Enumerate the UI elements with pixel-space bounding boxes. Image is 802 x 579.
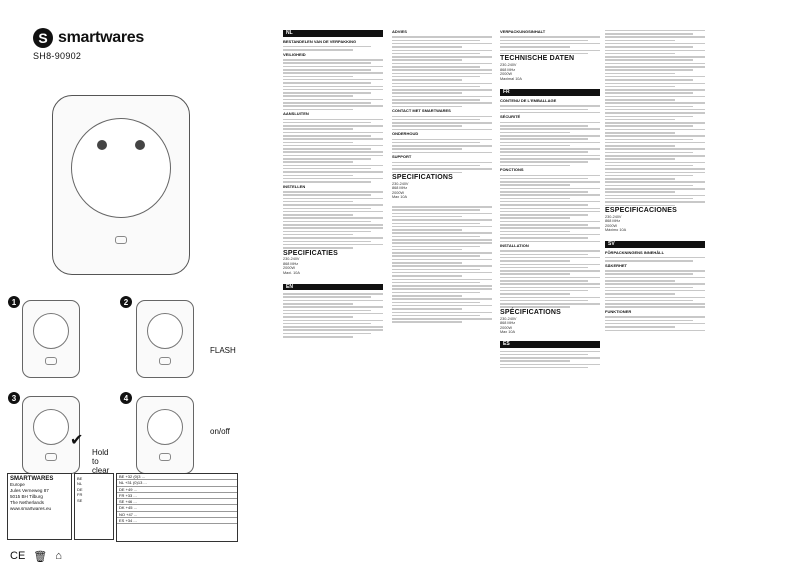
table-row: DE +49 ...: [117, 487, 237, 493]
socket-hole: [97, 140, 107, 150]
section-heading: SUPPORT: [392, 154, 412, 160]
company-sub: Europe: [10, 482, 25, 487]
spec-item: 230-240V: [500, 62, 517, 67]
section-heading: VEILIGHEID: [283, 51, 306, 57]
spec-item: Max 10A: [500, 330, 515, 335]
section-heading: BESTANDELEN VAN DE VERPAKKING: [283, 38, 357, 44]
spec-item: 230-240V: [283, 257, 300, 262]
spec-item: 868 MHz: [500, 321, 516, 326]
onoff-label: on/off: [210, 427, 230, 436]
table-row: NO +47 ...: [117, 512, 237, 518]
spec-item: Maximal 10A: [500, 76, 522, 81]
spec-item: Máximo 10A: [605, 228, 627, 233]
country-line: NL: [77, 481, 83, 487]
company-title: SMARTWARES: [10, 476, 54, 482]
spec-item: 2000W: [283, 266, 296, 271]
table-row: ES +34 ...: [117, 518, 237, 524]
hold-label: Hold to clear: [92, 448, 110, 475]
section-heading: ADVIES: [392, 29, 407, 34]
step-badge: 4: [120, 392, 132, 404]
step-figure: [136, 396, 194, 474]
section-heading: FONCTIONS: [500, 167, 524, 173]
spec-item: 868 MHz: [392, 186, 408, 191]
country-line: DE: [77, 486, 83, 492]
step-badge: 1: [8, 296, 20, 308]
section-heading: AANSLUITEN: [283, 111, 309, 117]
lang-badge: SV: [605, 241, 705, 248]
country-line: SE: [77, 497, 83, 503]
section-heading: CONTACT MET SMARTWARES: [392, 108, 451, 114]
check-icon: ✔: [70, 432, 84, 449]
lang-badge: NL: [283, 30, 383, 37]
logo-icon: S: [33, 28, 53, 48]
spec-heading: SPECIFICATIONS: [392, 174, 454, 182]
smart-plug-illustration: [52, 95, 190, 275]
step-figure: [22, 300, 80, 378]
section-heading: CONTENU DE L'EMBALLAGE: [500, 97, 557, 103]
led-button: [115, 236, 127, 244]
table-row: FR +33 ...: [117, 493, 237, 499]
spec-item: Maxi. 10A: [283, 270, 300, 275]
spec-item: 2000W: [500, 72, 513, 77]
model-number: SH8-90902: [33, 51, 82, 61]
step-badge: 3: [8, 392, 20, 404]
lang-badge: FR: [500, 89, 600, 96]
flash-label: FLASH: [210, 346, 236, 355]
brand-name: smartwares: [58, 29, 144, 46]
indoor-use-icon: ⌂: [55, 550, 62, 562]
spec-heading: SPÉCIFICATIONS: [500, 308, 562, 316]
table-row: DK +45 ...: [117, 505, 237, 511]
company-line: Jules Verneweg 87: [10, 488, 49, 493]
spec-heading: TECHNISCHE DATEN: [500, 55, 575, 63]
company-line: www.smartwares.eu: [10, 506, 52, 511]
company-line: The Netherlands: [10, 500, 44, 505]
spec-item: 230-240V: [392, 181, 409, 186]
spec-item: 868 MHz: [605, 219, 621, 224]
support-table: [116, 473, 238, 542]
spec-item: 230-240V: [605, 214, 622, 219]
ce-mark-icon: CE: [10, 550, 26, 562]
section-heading: INSTALLATION: [500, 243, 529, 248]
brand-logo: [33, 28, 144, 48]
step-figure: [136, 300, 194, 378]
spec-heading: ESPECIFICACIONES: [605, 207, 678, 215]
spec-item: 868 MHz: [283, 261, 299, 266]
column-de: [500, 28, 600, 370]
section-heading: FÖRPACKNINGENS INNEHÅLL: [605, 249, 665, 255]
step-badge: 2: [120, 296, 132, 308]
table-row: NL +31 (0)13 ...: [117, 480, 237, 486]
table-row: SE +46 ...: [117, 499, 237, 505]
compliance-icons: [10, 550, 62, 563]
company-info: [7, 473, 72, 540]
spec-item: 2000W: [500, 325, 513, 330]
table-row: BE +32 (0)3 ...: [117, 474, 237, 480]
weee-bin-icon: 🗑: [33, 551, 48, 563]
lang-badge: EN: [283, 284, 383, 291]
spec-item: 2000W: [392, 190, 405, 195]
spec-item: 2000W: [605, 223, 618, 228]
spec-item: 868 MHz: [500, 67, 516, 72]
section-heading: INSTELLEN: [283, 183, 306, 189]
country-list: [74, 473, 114, 540]
section-heading: FUNKTIONER: [605, 308, 632, 314]
section-heading: SÉCURITÉ: [500, 114, 521, 120]
section-heading: ONDERHOUD: [392, 131, 419, 137]
column-nl-2: [392, 28, 492, 325]
column-fr: [605, 28, 705, 333]
section-heading: VERPACKUNGSINHALT: [500, 29, 546, 34]
spec-heading: SPECIFICATIES: [283, 249, 338, 257]
socket-hole: [135, 140, 145, 150]
section-heading: SÄKERHET: [605, 262, 628, 268]
column-nl: [283, 28, 383, 339]
spec-item: Max 10A: [392, 195, 407, 200]
company-line: 5015 BH Tilburg: [10, 494, 43, 499]
country-line: FR: [77, 492, 83, 498]
country-line: BE: [77, 476, 83, 481]
spec-item: 230-240V: [500, 316, 517, 321]
socket-face: [71, 118, 171, 218]
lang-badge: ES: [500, 341, 600, 348]
